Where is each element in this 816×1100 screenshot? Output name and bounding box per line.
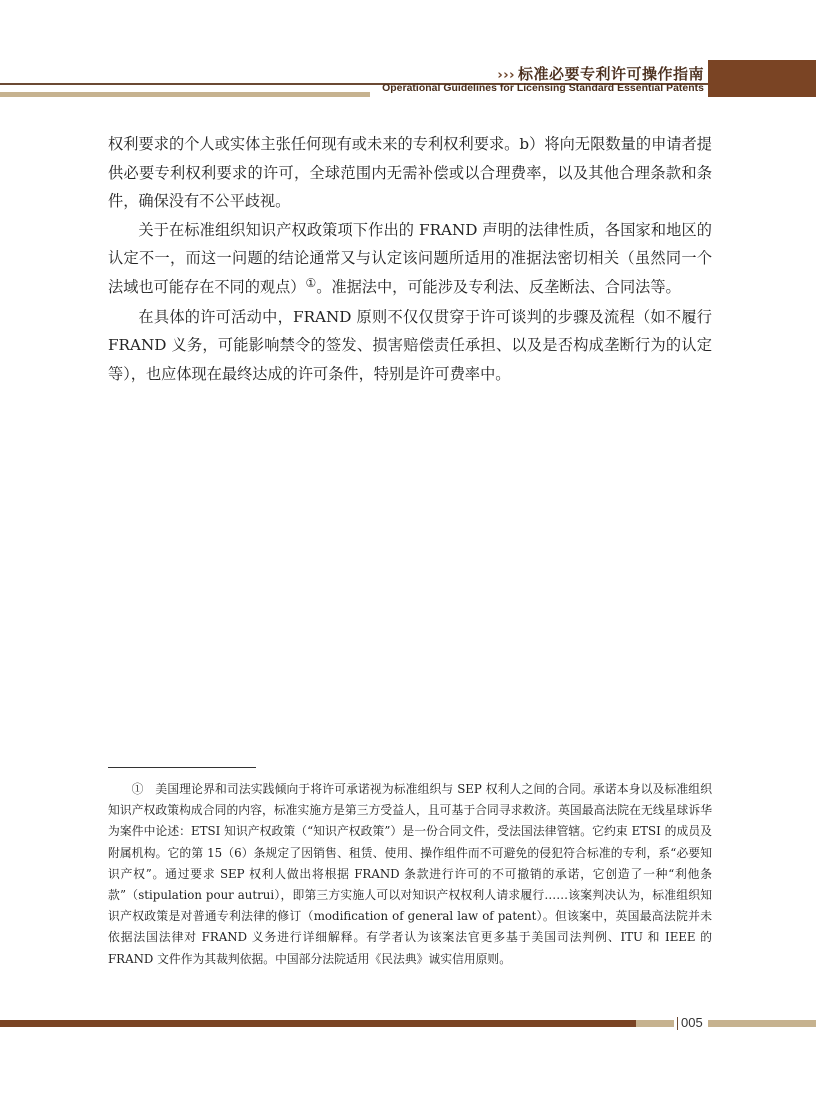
header-subtitle-en: Operational Guidelines for Licensing Standard Essential Patents — [382, 83, 704, 94]
paragraph-2-text-a: 关于在标准组织知识产权政策项下作出的 FRAND 声明的法律性质，各国家和地区的认定不一，而这一问题的结论通常又与认定该问题所适用的准据法密切相关（虽然同一个法域也可能存在不同的观点） — [108, 220, 712, 296]
header-title-cn: 标准必要专利许可操作指南 — [517, 65, 704, 83]
chevrons-right-icon: ››› — [497, 68, 515, 83]
page-number: 005 — [681, 1015, 703, 1030]
footnote-ref-link[interactable]: ① — [305, 275, 317, 290]
footer-separator — [677, 1017, 678, 1030]
header-title — [497, 63, 704, 84]
footer-gold-bar-right — [708, 1020, 816, 1027]
paragraph-2 — [108, 216, 712, 303]
paragraph-2-text-b: 。准据法中，可能涉及专利法、反垄断法、合同法等。 — [316, 277, 681, 296]
body-text — [108, 130, 712, 388]
paragraph-1: 权利要求的个人或实体主张任何现有或未来的专利权利要求。b）将向无限数量的申请者提供必要专利权利要求的许可，全球范围内无需补偿或以合理费率，以及其他合理条款和条件，确保没有不公平歧视。 — [108, 135, 712, 211]
footer-gold-bar-left — [636, 1020, 674, 1027]
header-brown-block — [708, 60, 816, 97]
footer-brown-bar — [0, 1020, 636, 1027]
footnote-divider — [108, 767, 256, 768]
footnote — [108, 779, 712, 970]
header-gold-bar — [0, 92, 370, 97]
paragraph-3: 在具体的许可活动中，FRAND 原则不仅仅贯穿于许可谈判的步骤及流程（如不履行 FRAND 义务，可能影响禁令的签发、损害赔偿责任承担、以及是否构成垄断行为的认定等），也应体现在最终达成的许可条件，特别是许可费率中。 — [108, 307, 712, 383]
footnote-text: ① 美国理论界和司法实践倾向于将许可承诺视为标准组织与 SEP 权利人之间的合同。承诺本身以及标准组织知识产权政策构成合同的内容，标准实施方是第三方受益人，且可基于合同寻求救济。英国最高法院在无线星球诉华为案件中论述：ETSI 知识产权政策（“知识产权政策”）是一份合同文件，受法国法律管辖。它约束 ETSI 的成员及附属机构。它的第 15（6）条规定了因销售、租赁、使用、操作组件而不可避免的侵犯符合标准的专利，系“必要知识产权”。通过要求 SEP 权利人做出将根据 FRAND 条款进行许可的不可撤销的承诺，它创造了一种“利他条款”（stipulation pour autrui），即第三方实施人可以对知识产权权利人请求履行……该案判决认为，标准组织知识产权政策是对普通专利法律的修订（modification of general law of patent）。但该案中，英国最高法院并未依据法国法律对 FRAND 义务进行详细解释。有学者认为该案法官更多基于美国司法判例、ITU 和 IEEE 的 FRAND 文件作为其裁判依据。中国部分法院适用《民法典》诚实信用原则。 — [108, 782, 712, 966]
